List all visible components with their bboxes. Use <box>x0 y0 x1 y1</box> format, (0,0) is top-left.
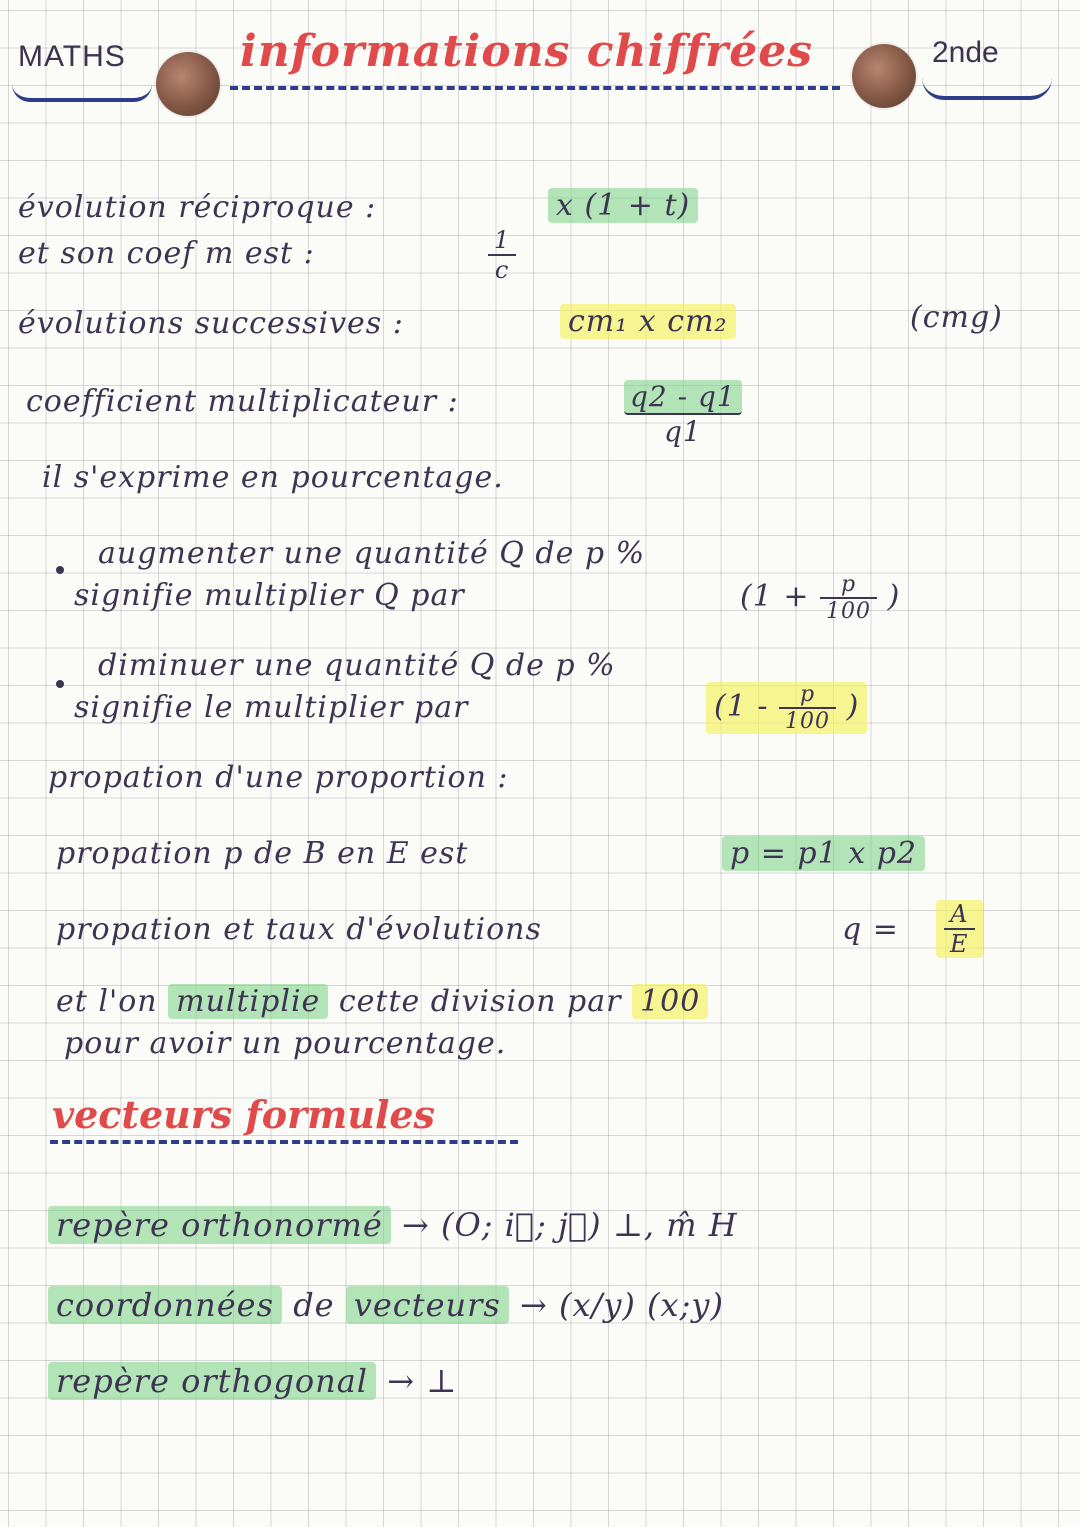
reciprocal-label: évolution réciproque : <box>18 190 377 225</box>
increase-line1: augmenter une quantité Q de p % <box>98 536 646 571</box>
increase-open: (1 + <box>740 579 810 614</box>
multiplier-numerator: q2 - q1 <box>624 380 742 415</box>
rate-label: propation et taux d'évolutions <box>56 912 542 947</box>
multiplier-label: coefficient multiplicateur : <box>26 384 459 419</box>
multiply-word: multiplie <box>168 984 328 1019</box>
bullet-decrease <box>56 680 64 688</box>
multiply-line1-a: et l'on <box>56 984 158 1019</box>
decrease-numerator: p <box>779 682 836 709</box>
decrease-formula <box>706 682 867 734</box>
successive-formula: cm₁ x cm₂ <box>560 304 736 339</box>
brown-dot-left <box>156 52 220 116</box>
bullet-increase <box>56 566 64 574</box>
decrease-denominator: 100 <box>785 709 831 734</box>
multiplier-fraction <box>624 380 742 448</box>
coords-label-a: coordonnées <box>48 1286 282 1324</box>
multiplier-denominator: q1 <box>664 415 702 448</box>
title-underline <box>230 86 840 90</box>
decrease-line2: signifie le multiplier par <box>74 690 469 725</box>
rate-fraction <box>936 900 983 958</box>
increase-fraction <box>820 572 877 624</box>
decrease-close: ) <box>846 689 860 724</box>
decrease-open: (1 - <box>714 689 769 724</box>
decrease-line1: diminuer une quantité Q de p % <box>98 648 616 683</box>
increase-numerator: p <box>820 572 877 599</box>
rate-denominator: E <box>950 930 969 958</box>
increase-denominator: 100 <box>826 599 872 624</box>
multiply-line1 <box>56 984 708 1019</box>
section-title-vectors: vecteurs formules <box>52 1092 435 1137</box>
multiply-hundred: 100 <box>632 984 708 1019</box>
proportion-label: propation p de B en E est <box>56 836 469 871</box>
proportion-formula-wrap <box>722 836 925 871</box>
increase-formula <box>740 572 900 624</box>
orthogonal-row <box>48 1362 457 1400</box>
multiply-line1-b: cette division par <box>338 984 622 1019</box>
arrow-icon: → <box>401 1206 430 1244</box>
percent-note: il s'exprime en pourcentage. <box>42 460 504 495</box>
coef-label: et son coef m est : <box>18 236 315 271</box>
coef-denominator: c <box>494 256 510 284</box>
subject-underline <box>12 84 152 102</box>
arrow-icon: → <box>520 1286 548 1324</box>
rate-q: q = <box>842 912 899 947</box>
brown-dot-right <box>852 44 916 108</box>
page-title: informations chiffrées <box>240 26 813 77</box>
ortho-label: repère orthonormé <box>48 1206 391 1244</box>
proportion-title: propation d'une proportion : <box>48 760 509 795</box>
section-underline <box>50 1140 518 1144</box>
increase-line2: signifie multiplier Q par <box>74 578 465 613</box>
arrow-icon: → <box>387 1362 416 1400</box>
subject-tag: MATHS <box>18 40 126 73</box>
coords-label-b: de <box>293 1286 335 1324</box>
multiply-line2: pour avoir un pourcentage. <box>64 1026 507 1061</box>
coords-row <box>48 1286 724 1324</box>
coords-value: (x/y) (x;y) <box>559 1286 724 1324</box>
orthogonal-label: repère orthogonal <box>48 1362 376 1400</box>
orthogonal-value: ⊥ <box>426 1362 458 1400</box>
proportion-formula: p = p1 x p2 <box>722 836 925 871</box>
coef-numerator: 1 <box>488 226 516 256</box>
level-underline <box>922 78 1052 100</box>
coef-fraction <box>488 226 516 284</box>
level-tag: 2nde <box>932 36 999 69</box>
rate-numerator: A <box>944 900 975 930</box>
ortho-value: (O; i⃗; j⃗) ⊥, m̂ H <box>440 1206 738 1244</box>
successive-note: (cmg) <box>910 300 1003 335</box>
decrease-fraction <box>779 682 836 734</box>
coords-label-c: vecteurs <box>346 1286 509 1324</box>
reciprocal-formula: x (1 + t) <box>548 188 698 223</box>
ortho-row <box>48 1206 738 1244</box>
successive-label: évolutions successives : <box>18 306 404 341</box>
increase-close: ) <box>887 579 901 614</box>
